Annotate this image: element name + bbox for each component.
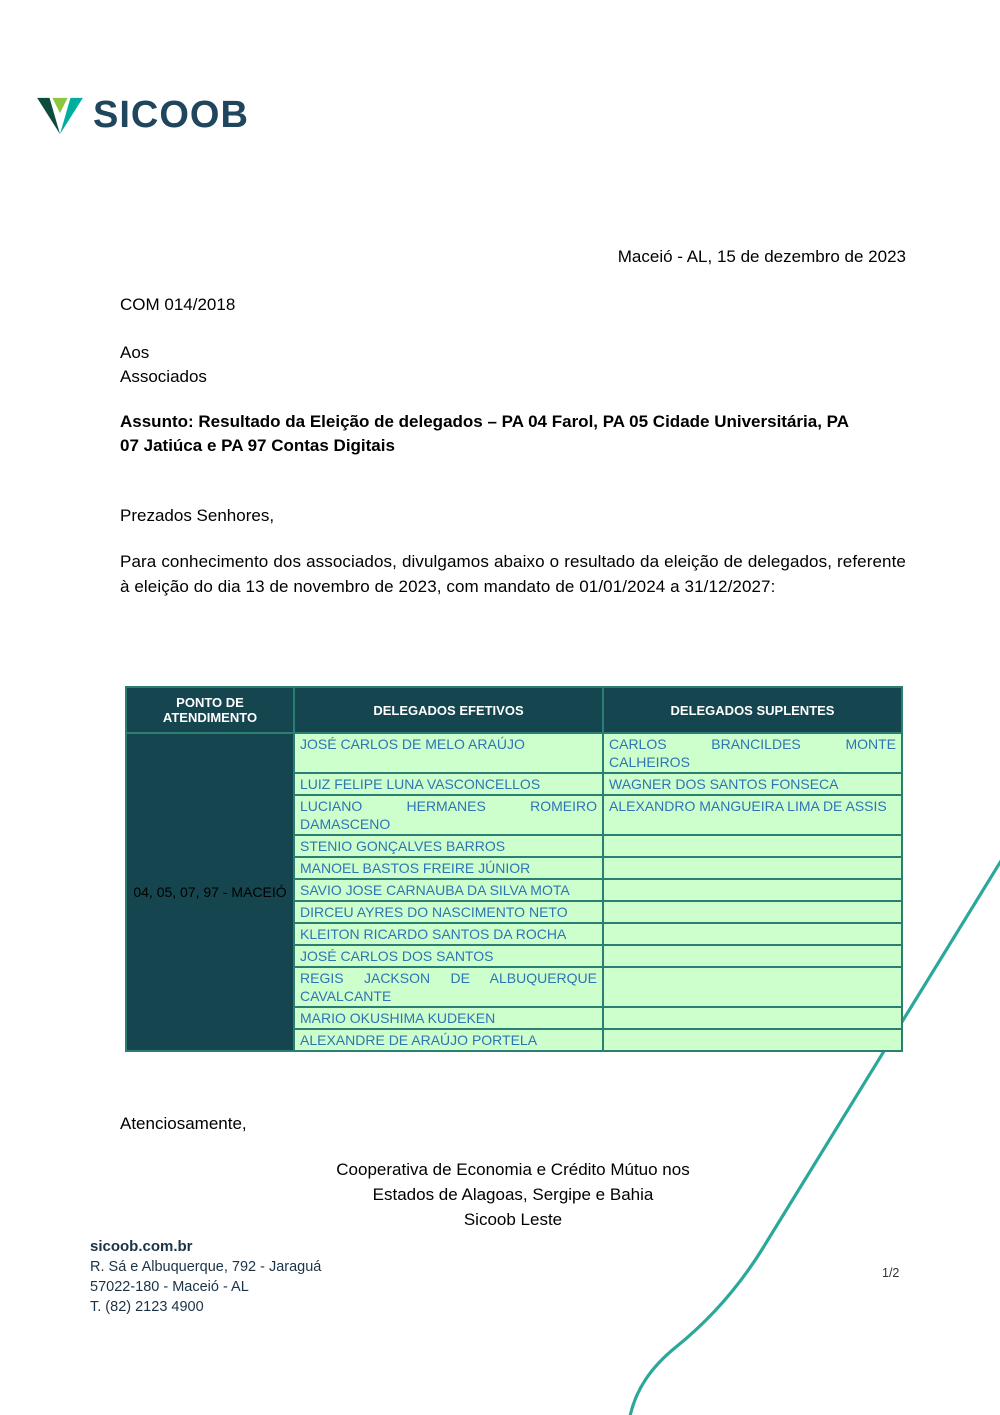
efetivo-cell: KLEITON RICARDO SANTOS DA ROCHA — [294, 923, 603, 945]
efetivo-cell: JOSÉ CARLOS DE MELO ARAÚJO — [294, 733, 603, 773]
suplente-cell — [603, 967, 902, 1007]
sicoob-logo-icon — [36, 96, 84, 136]
table-row — [126, 733, 902, 773]
suplente-cell: WAGNER DOS SANTOS FONSECA — [603, 773, 902, 795]
signature-block — [120, 1157, 906, 1232]
greeting-line: Prezados Senhores, — [120, 506, 275, 525]
efetivo-cell: DIRCEU AYRES DO NASCIMENTO NETO — [294, 901, 603, 923]
efetivo-cell: SAVIO JOSE CARNAUBA DA SILVA MOTA — [294, 879, 603, 901]
reference-number: COM 014/2018 — [120, 295, 236, 314]
website-text: sicoob.com.br — [90, 1238, 193, 1255]
efetivo-cell: LUIZ FELIPE LUNA VASCONCELLOS — [294, 773, 603, 795]
body-paragraph: Para conhecimento dos associados, divulgamos abaixo o resultado da eleição de delegados, referente à eleição do dia 13 de novembro de 2023, com mandato de 01/01/2024 a 31/12/2027: — [120, 552, 906, 596]
efetivo-cell: MANOEL BASTOS FREIRE JÚNIOR — [294, 857, 603, 879]
efetivo-cell: MARIO OKUSHIMA KUDEKEN — [294, 1007, 603, 1029]
suplente-cell: CARLOS BRANCILDES MONTE CALHEIROS — [603, 733, 902, 773]
suplente-cell — [603, 923, 902, 945]
suplente-cell — [603, 1029, 902, 1051]
header-cell-ponto-de-atendimento: PONTO DE ATENDIMENTO — [126, 687, 294, 733]
sicoob-logo-text: SICOOB — [93, 94, 249, 136]
efetivo-cell: REGIS JACKSON DE ALBUQUERQUE CAVALCANTE — [294, 967, 603, 1007]
suplente-cell — [603, 1007, 902, 1029]
subject-line: Assunto: Resultado da Eleição de delegados – PA 04 Farol, PA 05 Cidade Universitária, PA 07 Jatiúca e PA 97 Contas Digitais — [120, 412, 849, 455]
address-line-1: R. Sá e Albuquerque, 792 - Jaraguá — [90, 1259, 322, 1275]
suplente-cell — [603, 835, 902, 857]
efetivo-cell: ALEXANDRE DE ARAÚJO PORTELA — [294, 1029, 603, 1051]
header-cell-delegados-suplentes: DELEGADOS SUPLENTES — [603, 687, 902, 733]
table-header-row — [126, 687, 902, 733]
footer-block — [90, 1237, 321, 1317]
suplente-cell: ALEXANDRO MANGUEIRA LIMA DE ASSIS — [603, 795, 902, 835]
service-point-cell: 04, 05, 07, 97 - MACEIÓ — [126, 733, 294, 1051]
date-line: Maceió - AL, 15 de dezembro de 2023 — [617, 247, 906, 266]
phone-line: T. (82) 2123 4900 — [90, 1299, 204, 1315]
closing-line: Atenciosamente, — [120, 1114, 247, 1133]
address-line-2: 57022-180 - Maceió - AL — [90, 1279, 249, 1295]
suplente-cell — [603, 857, 902, 879]
signature-line-2: Estados de Alagoas, Sergipe e Bahia — [372, 1185, 654, 1204]
signature-line-3: Sicoob Leste — [463, 1210, 563, 1229]
recipient-line-2: Associados — [120, 367, 207, 386]
delegates-table — [125, 686, 903, 1052]
suplente-cell — [603, 901, 902, 923]
efetivo-cell: JOSÉ CARLOS DOS SANTOS — [294, 945, 603, 967]
delegates-tbody — [126, 733, 902, 1051]
sicoob-logo — [36, 94, 249, 137]
recipient-block — [120, 341, 207, 389]
efetivo-cell: LUCIANO HERMANES ROMEIRO DAMASCENO — [294, 795, 603, 835]
signature-line-1: Cooperativa de Economia e Crédito Mútuo nos — [336, 1160, 690, 1179]
recipient-line-1: Aos — [120, 343, 150, 362]
efetivo-cell: STENIO GONÇALVES BARROS — [294, 835, 603, 857]
page-number: 1/2 — [882, 1266, 900, 1280]
suplente-cell — [603, 879, 902, 901]
header-cell-delegados-efetivos: DELEGADOS EFETIVOS — [294, 687, 603, 733]
suplente-cell — [603, 945, 902, 967]
